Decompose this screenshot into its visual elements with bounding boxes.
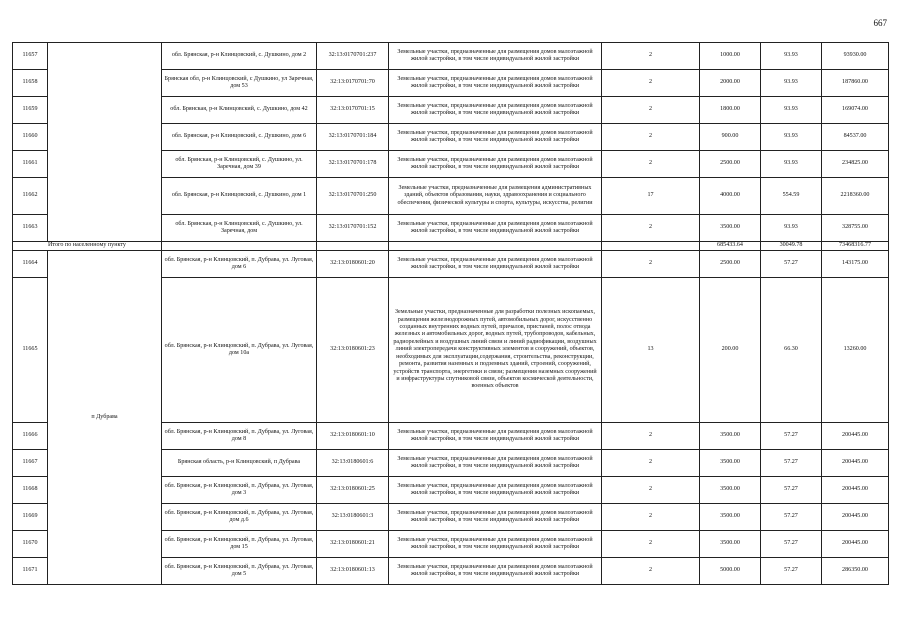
address-cell: обл. Брянская, р-н Клинцовский, с. Душкино, дом 42 xyxy=(162,97,317,124)
cadastral-number-cell: 32:13:0170701:184 xyxy=(317,124,389,151)
cadastral-value-cell: 2218360.00 xyxy=(822,178,889,215)
empty-cell xyxy=(389,242,602,251)
cadastral-number-cell: 32:13:0180601:13 xyxy=(317,558,389,585)
area-cell: 3500.00 xyxy=(700,450,761,477)
row-number: 11665 xyxy=(13,278,48,423)
row-number: 11663 xyxy=(13,215,48,242)
land-use-type-cell: Земельные участки, предназначенные для размещения домов малоэтажной жилой застройки, в том числе индивидуальной жилой застройки xyxy=(389,450,602,477)
total-rate: 30049.78 xyxy=(761,242,822,251)
group-cell: 2 xyxy=(602,124,700,151)
address-cell: обл. Брянская, р-н Клинцовский, с. Душкино, ул. Заречная, дом xyxy=(162,215,317,242)
rate-cell: 57.27 xyxy=(761,531,822,558)
cadastral-value-cell: 200445.00 xyxy=(822,477,889,504)
address-cell: обл. Брянская, р-н Клинцовский, п. Дубрава, ул. Луговая, дом 6 xyxy=(162,251,317,278)
cadastral-value-table xyxy=(12,42,889,585)
cadastral-value-cell: 187860.00 xyxy=(822,70,889,97)
page-number: 667 xyxy=(873,18,887,28)
address-cell: обл. Брянская, р-н Клинцовский, с. Душкино, дом 1 xyxy=(162,178,317,215)
land-use-type-cell: Земельные участки, предназначенные для разработки полезных ископаемых, размещения железнодорожных путей, автомобильных дорог, искусственно созданных внутренних водных путей, причалов, пристаней, полос отвода железных и автомобильных дорог, водных путей, трубопроводов, кабельных, радиорелейных и воздушных линий связи и линий радиофикации, воздушных линий электропередачи конструктивных элементов и сооружений, объектов, необходимых для эксплуатации,содержания, строительства, реконструкции, ремонта, развития наземных и подземных зданий, строений, сооружений, устройств транспорта, энергетики и связи; размещения наземных сооружений и инфраструктуры спутниковой связи, объектов космической деятельности, военных объектов xyxy=(389,278,602,423)
group-cell: 2 xyxy=(602,558,700,585)
area-cell: 1800.00 xyxy=(700,97,761,124)
address-cell: обл. Брянская, р-н Клинцовский, п. Дубрава, ул. Луговая, дом 10а xyxy=(162,278,317,423)
locality-cell xyxy=(48,43,162,242)
land-use-type-cell: Земельные участки, предназначенные для размещения домов малоэтажной жилой застройки, в том числе индивидуальной жилой застройки xyxy=(389,531,602,558)
row-number: 11657 xyxy=(13,43,48,70)
row-number: 11661 xyxy=(13,151,48,178)
rate-cell: 93.93 xyxy=(761,124,822,151)
table-row xyxy=(13,43,889,70)
area-cell: 3500.00 xyxy=(700,477,761,504)
cadastral-number-cell: 32:13:0180601:10 xyxy=(317,423,389,450)
land-use-type-cell: Земельные участки, предназначенные для размещения домов малоэтажной жилой застройки, в том числе индивидуальной жилой застройки xyxy=(389,558,602,585)
land-use-type-cell: Земельные участки, предназначенные для размещения домов малоэтажной жилой застройки, в том числе индивидуальной жилой застройки xyxy=(389,124,602,151)
area-cell: 3500.00 xyxy=(700,504,761,531)
cadastral-value-cell: 328755.00 xyxy=(822,215,889,242)
rate-cell: 57.27 xyxy=(761,450,822,477)
area-cell: 3500.00 xyxy=(700,423,761,450)
land-use-type-cell: Земельные участки, предназначенные для размещения домов малоэтажной жилой застройки, в том числе индивидуальной жилой застройки xyxy=(389,477,602,504)
land-use-type-cell: Земельные участки, предназначенные для размещения домов малоэтажной жилой застройки, в том числе индивидуальной жилой застройки xyxy=(389,215,602,242)
land-use-type-cell: Земельные участки, предназначенные для размещения административных зданий, объектов образования, науки, здравоохранения и социального обеспечения, физической культуры и спорта, культуры, искусства, религии xyxy=(389,178,602,215)
group-cell: 2 xyxy=(602,477,700,504)
empty-cell xyxy=(602,242,700,251)
rate-cell: 57.27 xyxy=(761,504,822,531)
area-cell: 3500.00 xyxy=(700,215,761,242)
address-cell: обл. Брянская, р-н Клинцовский, п. Дубрава, ул. Луговая, дом 5 xyxy=(162,558,317,585)
total-value: 73468316.77 xyxy=(822,242,889,251)
cadastral-number-cell: 32:13:0170701:152 xyxy=(317,215,389,242)
address-cell: обл. Брянская, р-н Клинцовский, с. Душкино, дом 2 xyxy=(162,43,317,70)
land-use-type-cell: Земельные участки, предназначенные для размещения домов малоэтажной жилой застройки, в том числе индивидуальной жилой застройки xyxy=(389,504,602,531)
row-number: 11667 xyxy=(13,450,48,477)
rate-cell: 57.27 xyxy=(761,251,822,278)
empty-cell xyxy=(317,242,389,251)
cadastral-number-cell: 32:13:0170701:237 xyxy=(317,43,389,70)
land-use-type-cell: Земельные участки, предназначенные для размещения домов малоэтажной жилой застройки, в том числе индивидуальной жилой застройки xyxy=(389,70,602,97)
rate-cell: 93.93 xyxy=(761,70,822,97)
rate-cell: 554.59 xyxy=(761,178,822,215)
cadastral-value-cell: 200445.00 xyxy=(822,450,889,477)
address-cell: Брянская обл, р-н Клинцовский, с Душкино, ул Заречная, дом 53 xyxy=(162,70,317,97)
group-cell: 2 xyxy=(602,251,700,278)
rate-cell: 93.93 xyxy=(761,97,822,124)
cadastral-value-cell: 143175.00 xyxy=(822,251,889,278)
area-cell: 900.00 xyxy=(700,124,761,151)
cadastral-value-cell: 200445.00 xyxy=(822,531,889,558)
cadastral-value-cell: 84537.00 xyxy=(822,124,889,151)
group-cell: 17 xyxy=(602,178,700,215)
cadastral-number-cell: 32:13:0180601:20 xyxy=(317,251,389,278)
row-number: 11669 xyxy=(13,504,48,531)
cadastral-value-cell: 93930.00 xyxy=(822,43,889,70)
area-cell: 2500.00 xyxy=(700,151,761,178)
row-number: 11670 xyxy=(13,531,48,558)
address-cell: обл. Брянская, р-н Клинцовский, с. Душкино, ул. Заречная, дом 39 xyxy=(162,151,317,178)
area-cell: 5000.00 xyxy=(700,558,761,585)
address-cell: обл. Брянская, р-н Клинцовский, с. Душкино, дом 6 xyxy=(162,124,317,151)
row-number: 11666 xyxy=(13,423,48,450)
cadastral-number-cell: 32:13:0180601:23 xyxy=(317,278,389,423)
total-area: 685433.64 xyxy=(700,242,761,251)
cadastral-number-cell: 32:13:0170701:15 xyxy=(317,97,389,124)
empty-cell xyxy=(162,242,317,251)
cadastral-value-cell: 234825.00 xyxy=(822,151,889,178)
address-cell: обл. Брянская, р-н Клинцовский, п. Дубрава, ул. Луговая, дом 3 xyxy=(162,477,317,504)
group-cell: 2 xyxy=(602,43,700,70)
land-use-type-cell: Земельные участки, предназначенные для размещения домов малоэтажной жилой застройки, в том числе индивидуальной жилой застройки xyxy=(389,151,602,178)
address-cell: Брянская область, р-н Клинцовский, п Дубрава xyxy=(162,450,317,477)
row-number: 11660 xyxy=(13,124,48,151)
rate-cell: 93.93 xyxy=(761,151,822,178)
group-cell: 2 xyxy=(602,450,700,477)
land-use-type-cell: Земельные участки, предназначенные для размещения домов малоэтажной жилой застройки, в том числе индивидуальной жилой застройки xyxy=(389,251,602,278)
cadastral-number-cell: 32:13:0180601:25 xyxy=(317,477,389,504)
row-number: 11671 xyxy=(13,558,48,585)
row-number: 11659 xyxy=(13,97,48,124)
rate-cell: 93.93 xyxy=(761,215,822,242)
cadastral-number-cell: 32:13:0170701:70 xyxy=(317,70,389,97)
group-cell: 13 xyxy=(602,278,700,423)
address-cell: обл. Брянская, р-н Клинцовский, п. Дубрава, ул. Луговая, дом 15 xyxy=(162,531,317,558)
rate-cell: 66.30 xyxy=(761,278,822,423)
locality-total-row xyxy=(13,242,889,251)
cadastral-value-cell: 200445.00 xyxy=(822,504,889,531)
address-cell: обл. Брянская, р-н Клинцовский, п. Дубрава, ул. Луговая, дом 8 xyxy=(162,423,317,450)
cadastral-number-cell: 32:13:0170701:250 xyxy=(317,178,389,215)
area-cell: 1000.00 xyxy=(700,43,761,70)
group-cell: 2 xyxy=(602,151,700,178)
rate-cell: 93.93 xyxy=(761,43,822,70)
rate-cell: 57.27 xyxy=(761,558,822,585)
land-use-type-cell: Земельные участки, предназначенные для размещения домов малоэтажной жилой застройки, в том числе индивидуальной жилой застройки xyxy=(389,423,602,450)
cadastral-number-cell: 32:13:0180601:3 xyxy=(317,504,389,531)
cadastral-value-cell: 13260.00 xyxy=(822,278,889,423)
group-cell: 2 xyxy=(602,423,700,450)
row-number: 11662 xyxy=(13,178,48,215)
address-cell: обл. Брянская, р-н Клинцовский, п. Дубрава, ул. Луговая, дом д.6 xyxy=(162,504,317,531)
group-cell: 2 xyxy=(602,215,700,242)
area-cell: 200.00 xyxy=(700,278,761,423)
cadastral-number-cell: 32:13:0170701:178 xyxy=(317,151,389,178)
row-number: 11658 xyxy=(13,70,48,97)
cadastral-value-cell: 200445.00 xyxy=(822,423,889,450)
cadastral-value-cell: 169074.00 xyxy=(822,97,889,124)
cadastral-number-cell: 32:13:0180601:6 xyxy=(317,450,389,477)
land-use-type-cell: Земельные участки, предназначенные для размещения домов малоэтажной жилой застройки, в том числе индивидуальной жилой застройки xyxy=(389,97,602,124)
area-cell: 2500.00 xyxy=(700,251,761,278)
total-label: Итого по населенному пункту xyxy=(13,242,162,251)
cadastral-value-cell: 286350.00 xyxy=(822,558,889,585)
cadastral-number-cell: 32:13:0180601:21 xyxy=(317,531,389,558)
area-cell: 2000.00 xyxy=(700,70,761,97)
row-number: 11664 xyxy=(13,251,48,278)
table-row xyxy=(13,251,889,278)
rate-cell: 57.27 xyxy=(761,477,822,504)
group-cell: 2 xyxy=(602,531,700,558)
area-cell: 4000.00 xyxy=(700,178,761,215)
area-cell: 3500.00 xyxy=(700,531,761,558)
group-cell: 2 xyxy=(602,97,700,124)
row-number: 11668 xyxy=(13,477,48,504)
land-use-type-cell: Земельные участки, предназначенные для размещения домов малоэтажной жилой застройки, в том числе индивидуальной жилой застройки xyxy=(389,43,602,70)
group-cell: 2 xyxy=(602,70,700,97)
rate-cell: 57.27 xyxy=(761,423,822,450)
locality-cell: п Дубрава xyxy=(48,251,162,585)
group-cell: 2 xyxy=(602,504,700,531)
